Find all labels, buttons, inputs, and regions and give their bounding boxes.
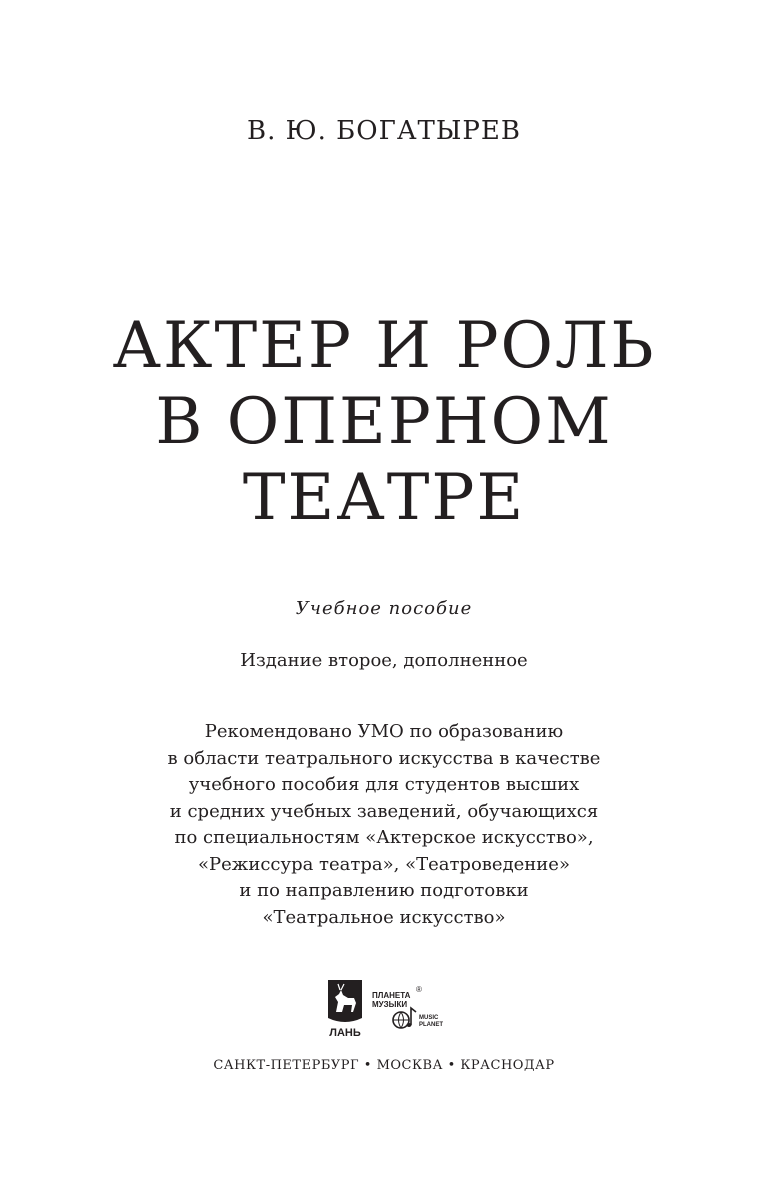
book-title <box>0 308 768 536</box>
lan-logo <box>328 980 362 1039</box>
recommendation-line: учебного пособия для студентов высших <box>188 774 580 795</box>
recommendation-line: «Режиссура театра», «Театроведение» <box>198 853 570 875</box>
edition-note: Издание второе, дополненное <box>240 650 528 671</box>
publisher-logos <box>326 978 456 1050</box>
planet-en-line: MUSIC <box>419 1015 439 1021</box>
recommendation-line: Рекомендовано УМО по образованию <box>204 721 564 742</box>
recommendation-line: и по направлению подготовки <box>239 880 529 901</box>
lan-label: ЛАНЬ <box>329 1027 361 1039</box>
title-line: АКТЕР И РОЛЬ <box>112 309 656 383</box>
recommendation-line: «Театральное искусство» <box>262 906 506 928</box>
recommendation-line: и средних учебных заведений, обучающихся <box>169 800 599 822</box>
registered-mark: ® <box>416 985 422 994</box>
planet-label-line: ПЛАНЕТА <box>372 991 411 1000</box>
publication-cities: САНКТ-ПЕТЕРБУРГ • МОСКВА • КРАСНОДАР <box>213 1058 555 1073</box>
recommendation-line: в области театрального искусства в качестве <box>167 747 601 769</box>
book-type: Учебное пособие <box>295 598 473 619</box>
author-name: В. Ю. БОГАТЫРЕВ <box>246 116 522 146</box>
title-line: ТЕАТРЕ <box>242 461 526 535</box>
music-note-icon <box>411 1008 416 1025</box>
planet-muzyki-logo <box>372 985 443 1028</box>
planet-label-line: МУЗЫКИ <box>372 1000 408 1009</box>
title-line: В ОПЕРНОМ <box>155 385 613 459</box>
planet-en-line: PLANET <box>419 1022 443 1028</box>
recommendation-line: по специальностям «Актерское искусство», <box>174 827 594 848</box>
recommendation-text <box>0 719 768 931</box>
